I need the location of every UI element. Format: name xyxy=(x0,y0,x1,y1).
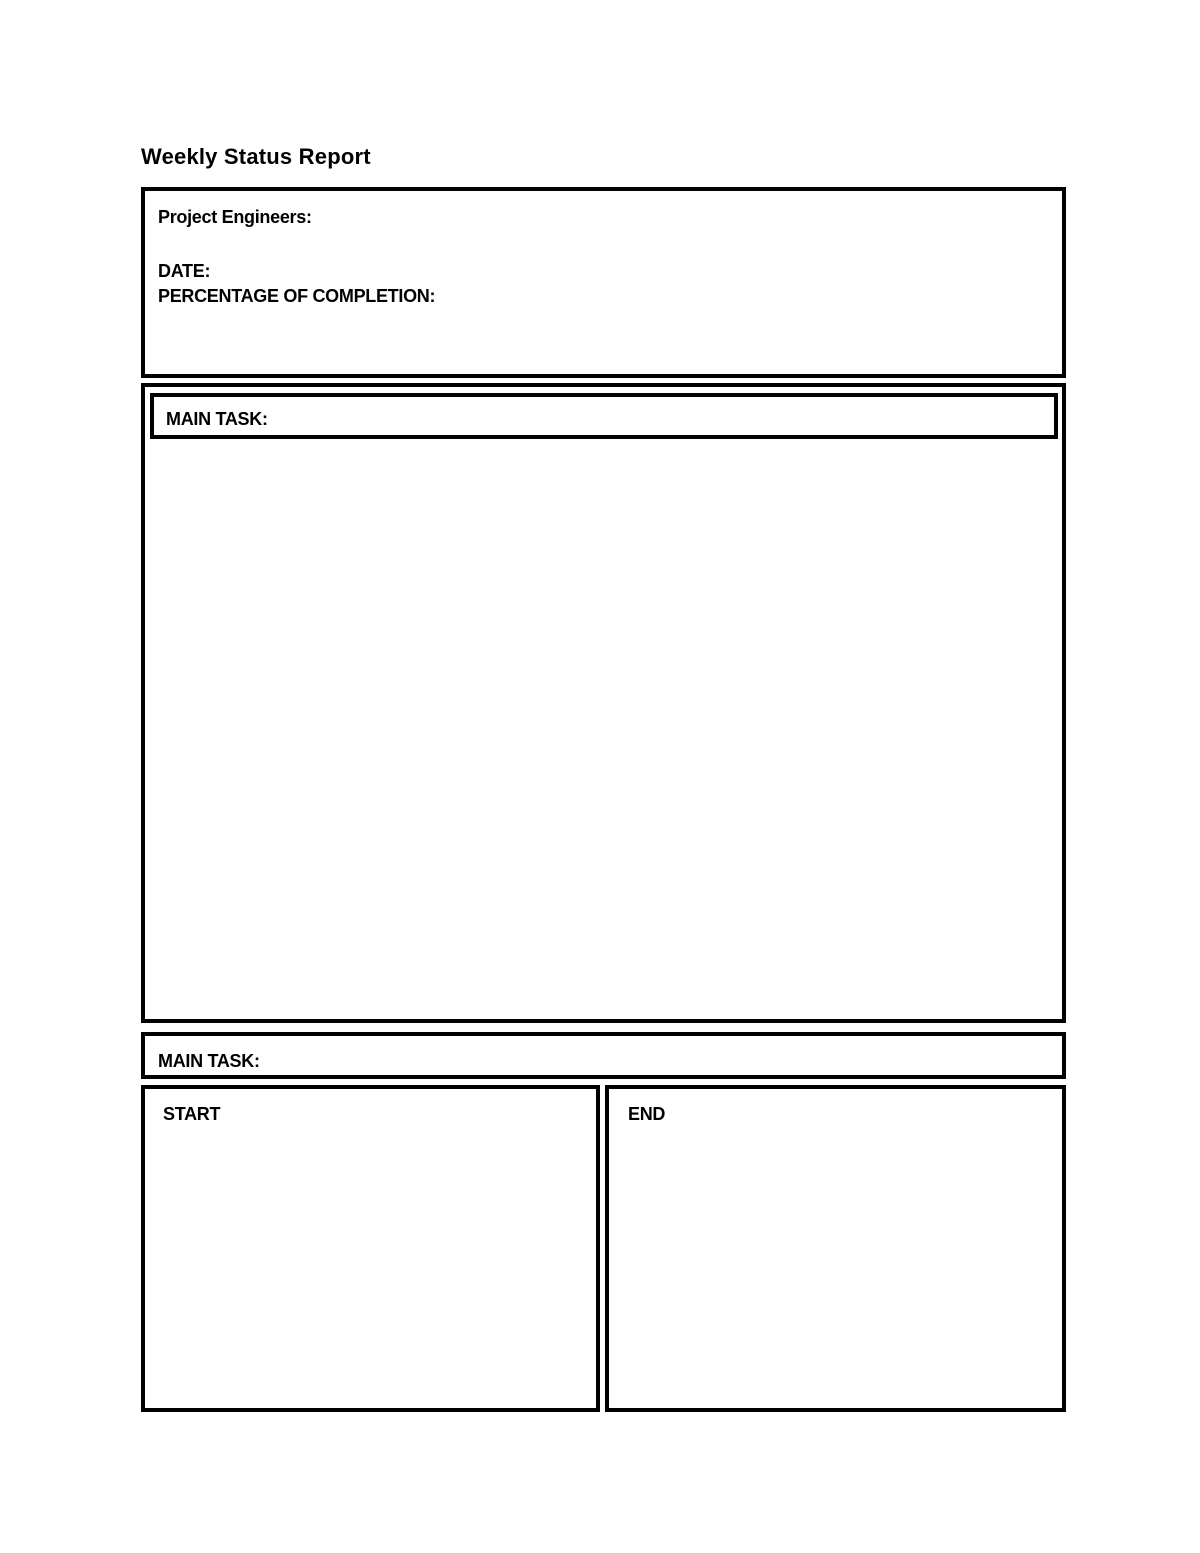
start-label: START xyxy=(163,1104,221,1124)
main-task-section xyxy=(141,383,1066,1023)
main-task-header xyxy=(150,393,1058,439)
percentage-completion-label: PERCENTAGE OF COMPLETION: xyxy=(158,286,436,306)
start-box xyxy=(141,1085,600,1412)
project-info-box xyxy=(141,187,1066,378)
page-title: Weekly Status Report xyxy=(141,144,371,169)
main-task-bar-label: MAIN TASK: xyxy=(158,1051,260,1071)
project-engineers-label: Project Engineers: xyxy=(158,207,312,227)
date-label: DATE: xyxy=(158,261,211,281)
main-task-bar xyxy=(141,1032,1066,1079)
end-box xyxy=(605,1085,1066,1412)
end-label: END xyxy=(628,1104,666,1124)
main-task-label: MAIN TASK: xyxy=(166,409,268,429)
